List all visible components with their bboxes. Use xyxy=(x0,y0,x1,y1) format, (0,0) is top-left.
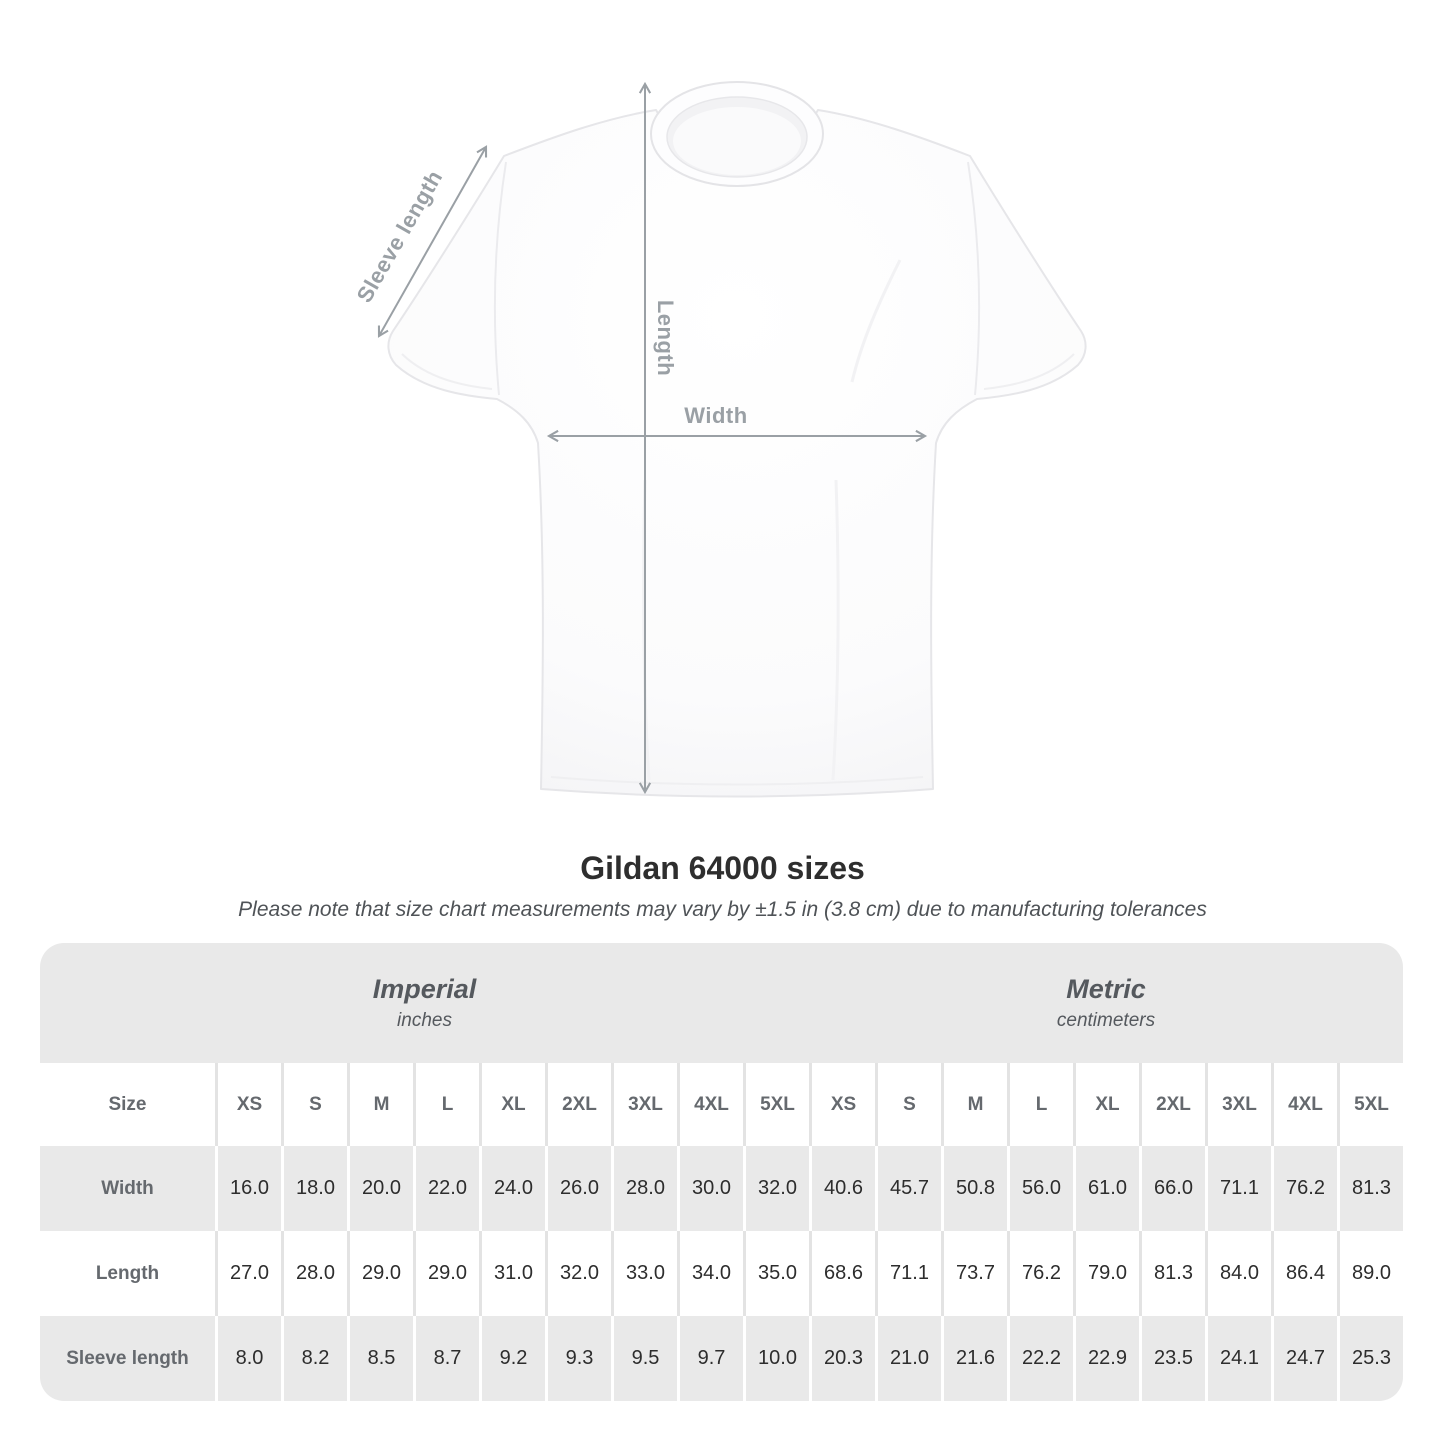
measure-row-label: Width xyxy=(101,1177,154,1199)
size-header-cell: Size xyxy=(108,1093,147,1115)
size-col-header: XL xyxy=(1073,1063,1139,1146)
size-value-cell: 8.7 xyxy=(413,1316,479,1401)
size-value-cell: 31.0 xyxy=(479,1231,545,1316)
table-title-band xyxy=(40,943,1403,1063)
size-value-cell: 81.3 xyxy=(1337,1146,1403,1231)
size-value-cell: 29.0 xyxy=(413,1231,479,1316)
imperial-section-header xyxy=(40,943,809,1063)
table-header-row xyxy=(40,1063,1403,1146)
size-col-header: 5XL xyxy=(1337,1063,1403,1146)
size-value-cell: 68.6 xyxy=(809,1231,875,1316)
tshirt-illustration xyxy=(388,82,1085,797)
size-value-cell: 10.0 xyxy=(743,1316,809,1401)
measure-row-label: Length xyxy=(95,1262,160,1284)
size-value-cell: 76.2 xyxy=(1271,1146,1337,1231)
size-value-cell: 86.4 xyxy=(1271,1231,1337,1316)
size-value-cell: 76.2 xyxy=(1007,1231,1073,1316)
length-arrow-label: Length xyxy=(653,299,678,377)
size-value-cell: 32.0 xyxy=(545,1231,611,1316)
size-col-header: XS xyxy=(215,1063,281,1146)
size-value-cell: 9.3 xyxy=(545,1316,611,1401)
size-value-cell: 40.6 xyxy=(809,1146,875,1231)
size-value-cell: 71.1 xyxy=(875,1231,941,1316)
size-value-cell: 71.1 xyxy=(1205,1146,1271,1231)
size-value-cell: 73.7 xyxy=(941,1231,1007,1316)
table-row-width xyxy=(40,1146,1403,1231)
size-value-cell: 22.0 xyxy=(413,1146,479,1231)
size-col-header: S xyxy=(281,1063,347,1146)
size-value-cell: 20.3 xyxy=(809,1316,875,1401)
size-col-header: XS xyxy=(809,1063,875,1146)
size-value-cell: 61.0 xyxy=(1073,1146,1139,1231)
sleeve-length-arrow-label: Sleeve length xyxy=(351,165,448,307)
size-col-header: L xyxy=(1007,1063,1073,1146)
table-row-sleeve-length xyxy=(40,1316,1403,1401)
collar xyxy=(651,82,823,186)
size-value-cell: 33.0 xyxy=(611,1231,677,1316)
size-col-header: 5XL xyxy=(743,1063,809,1146)
size-col-header: M xyxy=(347,1063,413,1146)
size-value-cell: 20.0 xyxy=(347,1146,413,1231)
size-col-header: 3XL xyxy=(611,1063,677,1146)
size-col-header: 3XL xyxy=(1205,1063,1271,1146)
size-value-cell: 56.0 xyxy=(1007,1146,1073,1231)
size-value-cell: 66.0 xyxy=(1139,1146,1205,1231)
size-value-cell: 9.5 xyxy=(611,1316,677,1401)
tolerance-note: Please note that size chart measurements may vary by ±1.5 in (3.8 cm) due to manufacturing tolerances xyxy=(238,898,1207,921)
size-value-cell: 35.0 xyxy=(743,1231,809,1316)
metric-title: Metric xyxy=(1066,974,1146,1004)
size-value-cell: 79.0 xyxy=(1073,1231,1139,1316)
size-value-cell: 24.7 xyxy=(1271,1316,1337,1401)
imperial-title: Imperial xyxy=(372,974,477,1004)
size-value-cell: 29.0 xyxy=(347,1231,413,1316)
size-col-header: 4XL xyxy=(677,1063,743,1146)
size-col-header: XL xyxy=(479,1063,545,1146)
size-value-cell: 22.9 xyxy=(1073,1316,1139,1401)
width-arrow-label: Width xyxy=(684,403,748,428)
size-value-cell: 24.1 xyxy=(1205,1316,1271,1401)
size-value-cell: 28.0 xyxy=(281,1231,347,1316)
size-value-cell: 8.2 xyxy=(281,1316,347,1401)
measure-row-label: Sleeve length xyxy=(66,1347,189,1369)
size-value-cell: 8.5 xyxy=(347,1316,413,1401)
metric-unit: centimeters xyxy=(1056,1010,1156,1031)
size-value-cell: 32.0 xyxy=(743,1146,809,1231)
size-value-cell: 8.0 xyxy=(215,1316,281,1401)
size-table xyxy=(40,943,1403,1401)
metric-section-header xyxy=(809,943,1403,1063)
size-value-cell: 21.6 xyxy=(941,1316,1007,1401)
size-value-cell: 21.0 xyxy=(875,1316,941,1401)
size-value-cell: 9.7 xyxy=(677,1316,743,1401)
size-value-cell: 27.0 xyxy=(215,1231,281,1316)
size-value-cell: 45.7 xyxy=(875,1146,941,1231)
size-value-cell: 23.5 xyxy=(1139,1316,1205,1401)
size-value-cell: 16.0 xyxy=(215,1146,281,1231)
size-value-cell: 50.8 xyxy=(941,1146,1007,1231)
size-value-cell: 84.0 xyxy=(1205,1231,1271,1316)
size-value-cell: 24.0 xyxy=(479,1146,545,1231)
size-value-cell: 81.3 xyxy=(1139,1231,1205,1316)
size-col-header: L xyxy=(413,1063,479,1146)
size-col-header: 2XL xyxy=(1139,1063,1205,1146)
table-row-length xyxy=(40,1231,1403,1316)
size-value-cell: 18.0 xyxy=(281,1146,347,1231)
page-title: Gildan 64000 sizes xyxy=(580,850,865,886)
size-col-header: 4XL xyxy=(1271,1063,1337,1146)
size-col-header: 2XL xyxy=(545,1063,611,1146)
size-value-cell: 89.0 xyxy=(1337,1231,1403,1316)
size-value-cell: 25.3 xyxy=(1337,1316,1403,1401)
size-value-cell: 26.0 xyxy=(545,1146,611,1231)
size-value-cell: 34.0 xyxy=(677,1231,743,1316)
size-col-header: S xyxy=(875,1063,941,1146)
size-value-cell: 9.2 xyxy=(479,1316,545,1401)
size-value-cell: 22.2 xyxy=(1007,1316,1073,1401)
size-col-header: M xyxy=(941,1063,1007,1146)
size-value-cell: 30.0 xyxy=(677,1146,743,1231)
imperial-unit: inches xyxy=(397,1010,452,1031)
size-value-cell: 28.0 xyxy=(611,1146,677,1231)
